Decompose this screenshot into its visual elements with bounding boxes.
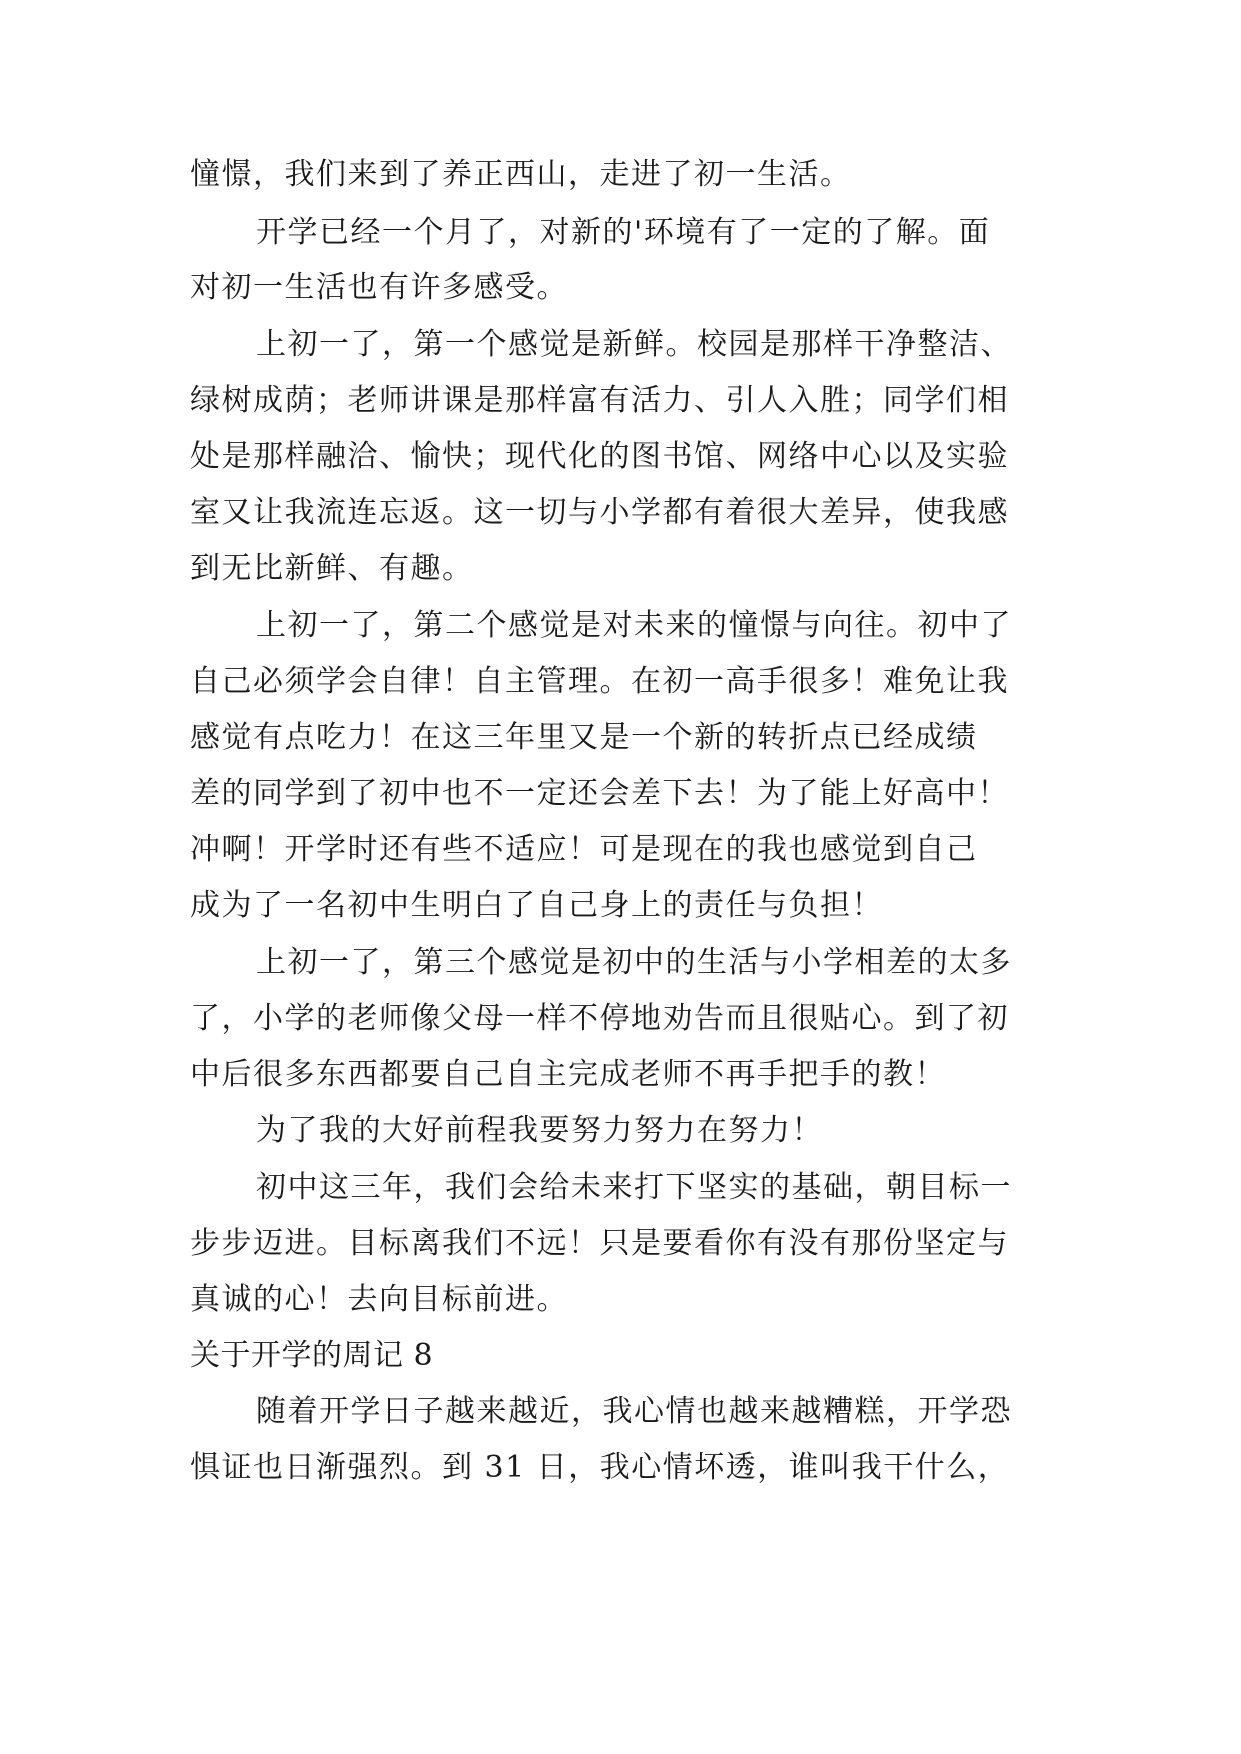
text-line: 绿树成荫；老师讲课是那样富有活力、引人入胜；同学们相 — [190, 383, 1009, 418]
text-line: 处是那样融洽、愉快；现代化的图书馆、网络中心以及实验 — [190, 439, 1009, 474]
paragraph-first-line: 上初一了，第一个感觉是新鲜。校园是那样干净整洁、 — [256, 327, 1012, 362]
paragraph-first-line: 上初一了，第二个感觉是对未来的憧憬与向往。初中了 — [256, 608, 1012, 643]
text-line: 憧憬，我们来到了养正西山，走进了初一生活。 — [190, 157, 852, 192]
paragraph-first-line: 开学已经一个月了，对新的'环境有了一定的了解。面 — [256, 215, 991, 250]
paragraph-first-line: 初中这三年，我们会给未来打下坚实的基础，朝目标一 — [256, 1170, 1012, 1205]
text-line: 冲啊！开学时还有些不适应！可是现在的我也感觉到自己 — [190, 832, 978, 867]
text-line: 了，小学的老师像父母一样不停地劝告而且很贴心。到了初 — [190, 1001, 1009, 1036]
text-line: 自己必须学会自律！自主管理。在初一高手很多！难免让我 — [190, 664, 1009, 699]
text-line: 中后很多东西都要自己自主完成老师不再手把手的教！ — [190, 1057, 946, 1092]
text-line: 真诚的心！去向目标前进。 — [190, 1282, 568, 1317]
section-heading: 关于开学的周记 8 — [190, 1338, 434, 1373]
text-line: 感觉有点吃力！在这三年里又是一个新的转折点已经成绩 — [190, 720, 978, 755]
paragraph-first-line: 上初一了，第三个感觉是初中的生活与小学相差的太多 — [256, 945, 1012, 980]
text-line: 惧证也日渐强烈。到 31 日，我心情坏透，谁叫我干什么， — [190, 1450, 1010, 1485]
text-line: 到无比新鲜、有趣。 — [190, 551, 474, 586]
text-line: 成为了一名初中生明白了自己身上的责任与负担！ — [190, 888, 883, 923]
paragraph-first-line: 随着开学日子越来越近，我心情也越来越糟糕，开学恐 — [256, 1394, 1012, 1429]
text-line: 差的同学到了初中也不一定还会差下去！为了能上好高中！ — [190, 776, 1009, 811]
text-line: 对初一生活也有许多感受。 — [190, 270, 568, 305]
text-line: 室又让我流连忘返。这一切与小学都有着很大差异，使我感 — [190, 495, 1009, 530]
paragraph-first-line: 为了我的大好前程我要努力努力在努力！ — [256, 1113, 823, 1148]
text-line: 步步迈进。目标离我们不远！只是要看你有没有那份坚定与 — [190, 1226, 1009, 1261]
